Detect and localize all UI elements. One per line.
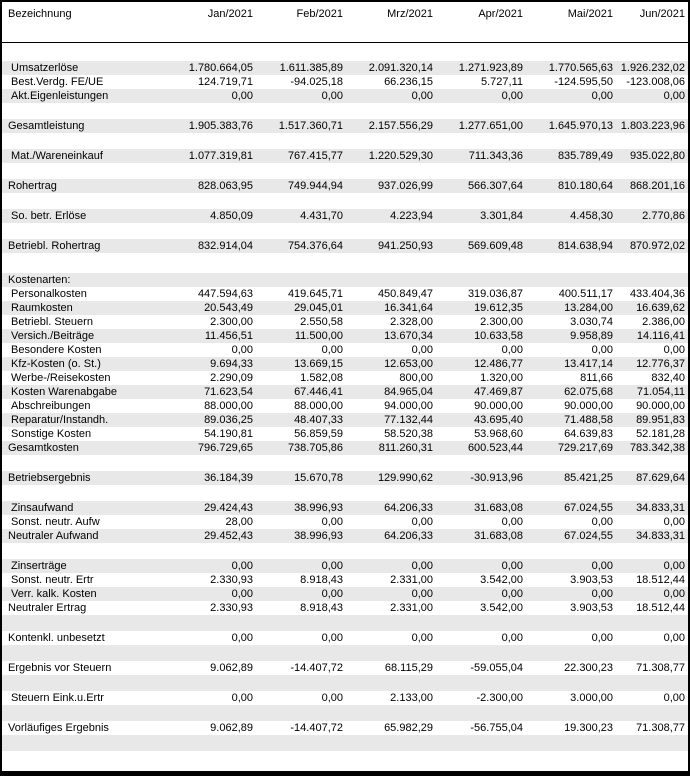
cell-value: 0,00 [321,560,343,572]
spacer-row [2,455,688,471]
cell-value: 3.030,74 [570,316,613,328]
table-row [2,343,688,357]
table-row [2,471,688,485]
cell-value: 16.639,62 [636,302,685,314]
cell-value: 65.982,29 [384,722,433,734]
cell-value: 832.914,04 [197,240,253,252]
row-label: Neutraler Ertrag [8,602,87,614]
cell-value: 0,00 [591,588,613,600]
row-label: Betriebsergebnis [8,472,91,484]
cell-value: 0,00 [591,344,613,356]
cell-value: 0,00 [411,588,433,600]
cell-value: 71.623,54 [204,386,253,398]
cell-value: 937.026,99 [377,180,433,192]
row-label: Zinsaufwand [11,502,74,514]
cell-value: 71.308,77 [636,722,685,734]
row-label: Sonstige Kosten [11,428,92,440]
cell-value: 1.803.223,96 [620,120,685,132]
cell-value: 71.308,77 [636,662,685,674]
cell-value: 13.670,34 [384,330,433,342]
table-row [2,501,688,515]
cell-value: 0,00 [591,516,613,528]
table-row [2,89,688,103]
column-header-month: Feb/2021 [296,8,343,20]
spacer-row [2,543,688,559]
cell-value: 38.996,93 [294,530,343,542]
table-row [2,691,688,705]
table-row [2,315,688,329]
spacer-row [2,163,688,179]
cell-value: 0,00 [321,90,343,102]
table-row [2,209,688,223]
cell-value: 77.132,44 [384,414,433,426]
cell-value: 15.670,78 [294,472,343,484]
cell-value: 1.645.970,13 [548,120,613,132]
row-label: Raumkosten [11,302,73,314]
cell-value: -14.407,72 [290,722,343,734]
cell-value: 94.000,00 [384,400,433,412]
row-label: Zinserträge [11,560,67,572]
cell-value: 129.990,62 [377,472,433,484]
row-label: Best.Verdg. FE/UE [11,76,104,88]
cell-value: 90.000,00 [636,400,685,412]
cell-value: 433.404,36 [629,288,685,300]
cell-value: 64.206,33 [384,530,433,542]
cell-value: 62.075,68 [564,386,613,398]
cell-value: -123.008,06 [626,76,685,88]
cell-value: 1.277.651,00 [458,120,523,132]
cell-value: 90.000,00 [564,400,613,412]
cell-value: 31.683,08 [474,502,523,514]
spacer-row [2,675,688,691]
cell-value: -56.755,04 [470,722,523,734]
cell-value: -30.913,96 [470,472,523,484]
cell-value: 29.452,43 [204,530,253,542]
cell-value: 13.417,14 [564,358,613,370]
cell-value: 1.926.232,02 [620,62,685,74]
cell-value: 810.180,64 [557,180,613,192]
table-row [2,413,688,427]
cell-value: 796.729,65 [197,442,253,454]
table-row [2,357,688,371]
cell-value: 67.024,55 [564,530,613,542]
cell-value: 54.190,81 [204,428,253,440]
cell-value: 0,00 [411,516,433,528]
cell-value: 0,00 [591,632,613,644]
row-label: Betriebl. Rohertrag [8,240,101,252]
cell-value: 5.727,11 [480,76,523,88]
row-label: Besondere Kosten [11,344,102,356]
cell-value: 0,00 [411,90,433,102]
header-row [2,7,688,21]
cell-value: 20.543,49 [204,302,253,314]
table-row [2,601,688,615]
row-label: Ergebnis vor Steuern [8,662,112,674]
table-row [2,371,688,385]
table-row [2,427,688,441]
row-label: Rohertrag [8,180,57,192]
row-label: Abschreibungen [11,400,91,412]
table-row [2,119,688,133]
cell-value: 711.343,36 [468,150,523,162]
cell-value: 8.918,43 [300,602,343,614]
cell-value: 1.320,00 [480,372,523,384]
table-row [2,61,688,75]
cell-value: 783.342,38 [629,442,685,454]
cell-value: 66.236,15 [384,76,433,88]
cell-value: 38.996,93 [294,502,343,514]
row-label: Kontenkl. unbesetzt [8,632,105,644]
column-header-bezeichnung: Bezeichnung [8,8,72,20]
cell-value: -14.407,72 [290,662,343,674]
cell-value: 48.407,33 [294,414,343,426]
cell-value: 729.217,69 [557,442,613,454]
cell-value: 3.000,00 [570,692,613,704]
row-label: Reparatur/Instandh. [11,414,109,426]
cell-value: 1.220.529,30 [368,150,433,162]
cell-value: 0,00 [663,90,685,102]
cell-value: 18.512,44 [636,602,685,614]
cell-value: 9.062,89 [210,662,253,674]
cell-value: 0,00 [231,90,253,102]
cell-value: 2.770,86 [642,210,685,222]
cell-value: 2.157.556,29 [368,120,433,132]
spacer-row [2,43,688,61]
cell-value: 0,00 [591,560,613,572]
cell-value: 400.511,17 [558,288,613,300]
table-row [2,239,688,253]
cell-value: 1.271.923,89 [458,62,523,74]
cell-value: 754.376,64 [287,240,343,252]
cell-value: 319.036,87 [467,288,523,300]
table-row [2,529,688,543]
cell-value: 4.431,70 [300,210,343,222]
cell-value: 2.300,00 [480,316,523,328]
spacer-row [2,615,688,631]
row-label: So. betr. Erlöse [11,210,87,222]
column-header-month: Jan/2021 [207,8,253,20]
cell-value: 749.944,94 [287,180,343,192]
table-row [2,179,688,193]
table-row [2,559,688,573]
spacer-row [2,103,688,119]
spacer-row [2,223,688,239]
row-label: Neutraler Aufwand [8,530,99,542]
cell-value: 47.469,87 [474,386,523,398]
spacer-row [2,751,688,771]
cell-value: 67.024,55 [564,502,613,514]
row-label: Kosten Warenabgabe [11,386,117,398]
cell-value: 0,00 [663,344,685,356]
cell-value: -59.055,04 [470,662,523,674]
cell-value: 0,00 [321,632,343,644]
table-row [2,661,688,675]
cell-value: 13.284,00 [564,302,613,314]
cell-value: 3.903,53 [570,602,613,614]
cell-value: -124.595,50 [554,76,613,88]
cell-value: 941.250,93 [377,240,433,252]
table-row [2,287,688,301]
table-row [2,587,688,601]
cell-value: 71.488,58 [564,414,613,426]
row-label: Gesamtleistung [8,120,85,132]
cell-value: 88.000,00 [294,400,343,412]
cell-value: 9.062,89 [210,722,253,734]
cell-value: 34.833,31 [636,502,685,514]
cell-value: 11.500,00 [294,330,343,342]
spacer-row [2,193,688,209]
row-label: Mat./Wareneinkauf [11,150,103,162]
table-row [2,573,688,587]
cell-value: 22.300,23 [564,662,613,674]
cell-value: 52.181,28 [636,428,685,440]
spacer-row [2,705,688,721]
cell-value: 738.705,86 [287,442,343,454]
cell-value: 12.486,77 [474,358,523,370]
cell-value: 2.386,00 [642,316,685,328]
cell-value: 450.849,47 [377,288,433,300]
table-row [2,385,688,399]
cell-value: 828.063,95 [197,180,253,192]
cell-value: 0,00 [231,692,253,704]
cell-value: 600.523,44 [467,442,523,454]
cell-value: 2.091.320,14 [368,62,433,74]
cell-value: 2.550,58 [300,316,343,328]
table-row [2,149,688,163]
cell-value: 29.424,43 [204,502,253,514]
cell-value: 0,00 [321,344,343,356]
cell-value: 4.223,94 [390,210,433,222]
cell-value: 2.330,93 [210,574,253,586]
cell-value: 0,00 [663,692,685,704]
cell-value: 1.780.664,05 [188,62,253,74]
cell-value: 84.965,04 [384,386,433,398]
cell-value: 36.184,39 [204,472,253,484]
column-header-month: Apr/2021 [478,8,523,20]
cell-value: 0,00 [411,560,433,572]
cell-value: 0,00 [501,516,523,528]
cell-value: 88.000,00 [204,400,253,412]
table-row [2,273,688,287]
cell-value: 12.653,00 [384,358,433,370]
column-header-month: Jun/2021 [639,8,685,20]
cell-value: 18.512,44 [636,574,685,586]
cell-value: 16.341,64 [384,302,433,314]
table-row [2,329,688,343]
cell-value: 71.054,11 [636,386,685,398]
cell-value: 811.260,31 [378,442,433,454]
cell-value: 3.542,00 [480,574,523,586]
cell-value: 19.612,35 [474,302,523,314]
cell-value: 10.633,58 [474,330,523,342]
row-label: Betriebl. Steuern [11,316,93,328]
cell-value: 58.520,38 [384,428,433,440]
cell-value: 2.133,00 [390,692,433,704]
row-label: Versich./Beiträge [11,330,95,342]
cell-value: 53.968,60 [474,428,523,440]
row-label: Verr. kalk. Kosten [11,588,97,600]
spacer-row [2,133,688,149]
cell-value: 569.609,48 [467,240,523,252]
cell-value: -94.025,18 [290,76,343,88]
spacer-row [2,645,688,661]
cell-value: 419.645,71 [287,288,343,300]
cell-value: 3.903,53 [570,574,613,586]
row-label: Akt.Eigenleistungen [11,90,109,102]
table-header [2,2,688,43]
cell-value: 868.201,16 [629,180,685,192]
cell-value: 9.694,33 [210,358,253,370]
cell-value: 1.077.319,81 [188,150,253,162]
cell-value: 28,00 [225,516,253,528]
cell-value: 87.629,64 [636,472,685,484]
cell-value: 64.206,33 [384,502,433,514]
cell-value: 89.951,83 [636,414,685,426]
cell-value: 811,66 [580,372,613,384]
cell-value: 90.000,00 [474,400,523,412]
row-label: Sonst. neutr. Aufw [11,516,100,528]
column-header-month: Mrz/2021 [387,8,433,20]
cell-value: 0,00 [501,632,523,644]
cell-value: 14.116,41 [636,330,685,342]
cell-value: 0,00 [663,588,685,600]
row-label: Personalkosten [11,288,87,300]
cell-value: 0,00 [663,632,685,644]
row-label: Umsatzerlöse [11,62,79,74]
cell-value: 8.918,43 [300,574,343,586]
table-row [2,631,688,645]
table-row [2,399,688,413]
column-header-month: Mai/2021 [567,8,613,20]
cell-value: 2.331,00 [390,602,433,614]
row-label: Werbe-/Reisekosten [11,372,111,384]
row-label: Gesamtkosten [8,442,79,454]
cell-value: 9.958,89 [570,330,613,342]
spacer-row [2,253,688,273]
table-row [2,75,688,89]
table-row [2,441,688,455]
cell-value: 2.328,00 [390,316,433,328]
cell-value: 1.770.565,63 [548,62,613,74]
cell-value: 0,00 [231,560,253,572]
cell-value: 800,00 [399,372,433,384]
cell-value: 31.683,08 [474,530,523,542]
cell-value: 3.542,00 [480,602,523,614]
cell-value: 0,00 [501,90,523,102]
cell-value: 767.415,77 [287,150,343,162]
cell-value: 12.776,37 [636,358,685,370]
cell-value: 89.036,25 [204,414,253,426]
cell-value: 2.330,93 [210,602,253,614]
cell-value: 1.611.385,89 [279,62,343,74]
cell-value: 0,00 [501,588,523,600]
cell-value: 0,00 [411,344,433,356]
cell-value: 0,00 [231,344,253,356]
cell-value: 1.517.360,71 [278,120,343,132]
spacer-row [2,735,688,751]
cell-value: 34.833,31 [636,530,685,542]
cell-value: 64.639,83 [564,428,613,440]
cell-value: 566.307,64 [467,180,523,192]
row-label: Steuern Eink.u.Ertr [11,692,104,704]
cell-value: 0,00 [231,632,253,644]
cell-value: 0,00 [591,90,613,102]
row-label: Sonst. neutr. Ertr [11,574,94,586]
cell-value: 2.331,00 [390,574,433,586]
table-row [2,301,688,315]
cell-value: 3.301,84 [480,210,523,222]
cell-value: 43.695,40 [474,414,523,426]
cell-value: 0,00 [663,516,685,528]
row-label: Kfz-Kosten (o. St.) [11,358,101,370]
cell-value: 2.290,09 [210,372,253,384]
table-body [2,43,688,771]
cell-value: 19.300,23 [564,722,613,734]
cell-value: 67.446,41 [294,386,343,398]
cell-value: 870.972,02 [629,240,685,252]
cell-value: 4.458,30 [570,210,613,222]
cell-value: 68.115,29 [384,662,433,674]
table-row [2,515,688,529]
cell-value: 2.300,00 [210,316,253,328]
cell-value: 0,00 [231,588,253,600]
cell-value: 13.669,15 [294,358,343,370]
cell-value: 0,00 [663,560,685,572]
cell-value: 814.638,94 [557,240,613,252]
cell-value: 0,00 [321,588,343,600]
cell-value: 832,40 [651,372,685,384]
cell-value: 1.905.383,76 [188,120,253,132]
cell-value: 935.022,80 [629,150,685,162]
spacer-row [2,485,688,501]
cell-value: 4.850,09 [210,210,253,222]
cell-value: 835.789,49 [557,150,613,162]
cell-value: 447.594,63 [197,288,253,300]
cell-value: 0,00 [411,632,433,644]
row-label: Kostenarten: [8,274,71,286]
row-label: Vorläufiges Ergebnis [8,722,109,734]
cell-value: 0,00 [501,560,523,572]
cell-value: 124.719,71 [197,76,253,88]
cell-value: 0,00 [501,344,523,356]
cell-value: 29.045,01 [294,302,343,314]
cell-value: 0,00 [321,516,343,528]
cell-value: 85.421,25 [564,472,613,484]
cell-value: 1.582,08 [300,372,343,384]
cell-value: 11.456,51 [204,330,253,342]
table-row [2,721,688,735]
cell-value: -2.300,00 [476,692,523,704]
cell-value: 0,00 [321,692,343,704]
cell-value: 56.859,59 [294,428,343,440]
